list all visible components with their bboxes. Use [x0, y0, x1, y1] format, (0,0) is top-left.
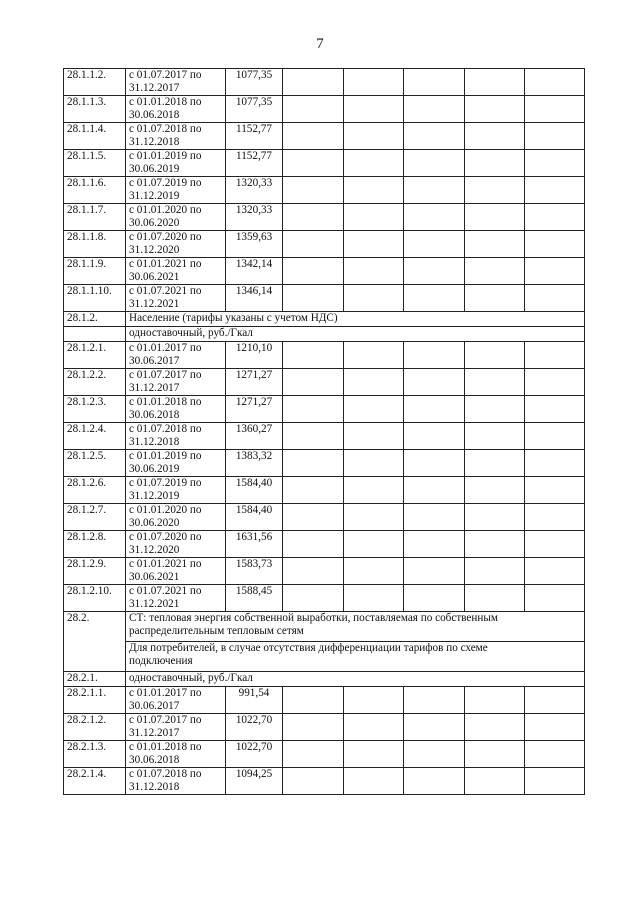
empty-cell: [465, 531, 525, 558]
row-period: с 01.07.2017 по 31.12.2017: [126, 69, 226, 96]
table-row: [64, 369, 585, 396]
table-row: [64, 69, 585, 96]
table-row: [64, 327, 585, 342]
row-value: 1342,14: [226, 258, 283, 285]
empty-cell: [344, 768, 404, 795]
row-value: 1022,70: [226, 741, 283, 768]
row-code: 28.1.1.7.: [64, 204, 126, 231]
table-row: [64, 714, 585, 741]
row-value: 1320,33: [226, 204, 283, 231]
row-code: 28.1.2.2.: [64, 369, 126, 396]
table-row: [64, 531, 585, 558]
empty-cell: [465, 150, 525, 177]
row-value: 991,54: [226, 687, 283, 714]
row-code: 28.1.2.10.: [64, 585, 126, 612]
empty-cell: [465, 231, 525, 258]
empty-cell: [404, 96, 465, 123]
row-code: 28.2.1.3.: [64, 741, 126, 768]
row-period: с 01.07.2017 по 31.12.2017: [126, 714, 226, 741]
empty-cell: [525, 504, 585, 531]
table-row: [64, 477, 585, 504]
section-heading: одноставочный, руб./Гкал: [126, 327, 585, 342]
empty-cell: [283, 342, 344, 369]
table-row: [64, 612, 585, 642]
empty-cell: [344, 741, 404, 768]
row-period: с 01.01.2020 по 30.06.2020: [126, 504, 226, 531]
row-period: с 01.07.2018 по 31.12.2018: [126, 123, 226, 150]
empty-cell: [404, 558, 465, 585]
empty-cell: [344, 585, 404, 612]
row-code: 28.1.1.10.: [64, 285, 126, 312]
row-period: с 01.01.2018 по 30.06.2018: [126, 741, 226, 768]
row-code: 28.1.2.3.: [64, 396, 126, 423]
empty-cell: [344, 204, 404, 231]
section-heading: одноставочный, руб./Гкал: [126, 672, 585, 687]
empty-cell: [404, 123, 465, 150]
row-period: с 01.01.2017 по 30.06.2017: [126, 342, 226, 369]
empty-cell: [404, 150, 465, 177]
table-row: [64, 312, 585, 327]
empty-cell: [404, 714, 465, 741]
table-row: [64, 258, 585, 285]
empty-cell: [344, 69, 404, 96]
table-row: [64, 396, 585, 423]
empty-cell: [404, 477, 465, 504]
empty-cell: [525, 585, 585, 612]
empty-cell: [344, 714, 404, 741]
row-code: [64, 327, 126, 342]
empty-cell: [465, 558, 525, 585]
row-code: 28.1.2.5.: [64, 450, 126, 477]
row-code: 28.1.1.5.: [64, 150, 126, 177]
empty-cell: [465, 450, 525, 477]
row-value: 1077,35: [226, 96, 283, 123]
empty-cell: [465, 258, 525, 285]
table-row: [64, 231, 585, 258]
table-row: [64, 96, 585, 123]
empty-cell: [283, 69, 344, 96]
empty-cell: [283, 477, 344, 504]
empty-cell: [465, 96, 525, 123]
empty-cell: [525, 123, 585, 150]
empty-cell: [465, 396, 525, 423]
empty-cell: [344, 396, 404, 423]
empty-cell: [525, 204, 585, 231]
row-value: 1346,14: [226, 285, 283, 312]
empty-cell: [404, 177, 465, 204]
empty-cell: [525, 423, 585, 450]
row-code: 28.1.1.6.: [64, 177, 126, 204]
empty-cell: [465, 69, 525, 96]
empty-cell: [404, 69, 465, 96]
row-code: 28.1.2.: [64, 312, 126, 327]
row-period: с 01.01.2021 по 30.06.2021: [126, 558, 226, 585]
empty-cell: [404, 504, 465, 531]
row-period: с 01.07.2021 по 31.12.2021: [126, 285, 226, 312]
empty-cell: [525, 687, 585, 714]
empty-cell: [465, 369, 525, 396]
empty-cell: [283, 558, 344, 585]
empty-cell: [404, 423, 465, 450]
table-row: [64, 504, 585, 531]
row-code: 28.1.2.6.: [64, 477, 126, 504]
empty-cell: [525, 96, 585, 123]
row-period: с 01.01.2018 по 30.06.2018: [126, 396, 226, 423]
empty-cell: [283, 150, 344, 177]
empty-cell: [525, 477, 585, 504]
empty-cell: [404, 768, 465, 795]
table-row: [64, 177, 585, 204]
row-value: 1152,77: [226, 123, 283, 150]
row-value: 1584,40: [226, 477, 283, 504]
empty-cell: [525, 177, 585, 204]
empty-cell: [404, 741, 465, 768]
empty-cell: [525, 531, 585, 558]
row-code: 28.1.2.1.: [64, 342, 126, 369]
row-value: 1583,73: [226, 558, 283, 585]
row-code: 28.1.2.4.: [64, 423, 126, 450]
empty-cell: [465, 504, 525, 531]
empty-cell: [465, 585, 525, 612]
empty-cell: [283, 396, 344, 423]
table-row: [64, 558, 585, 585]
empty-cell: [404, 285, 465, 312]
empty-cell: [344, 369, 404, 396]
empty-cell: [283, 258, 344, 285]
empty-cell: [283, 714, 344, 741]
table-row: [64, 672, 585, 687]
empty-cell: [283, 285, 344, 312]
empty-cell: [283, 96, 344, 123]
row-value: 1584,40: [226, 504, 283, 531]
page-number: 7: [316, 36, 324, 52]
row-code: 28.1.2.9.: [64, 558, 126, 585]
row-code: 28.1.2.8.: [64, 531, 126, 558]
empty-cell: [283, 123, 344, 150]
empty-cell: [525, 369, 585, 396]
empty-cell: [404, 585, 465, 612]
empty-cell: [465, 477, 525, 504]
empty-cell: [283, 741, 344, 768]
table-row: [64, 450, 585, 477]
empty-cell: [465, 177, 525, 204]
row-value: 1383,32: [226, 450, 283, 477]
empty-cell: [283, 423, 344, 450]
empty-cell: [525, 450, 585, 477]
tariff-table-body: [64, 69, 585, 795]
empty-cell: [404, 531, 465, 558]
empty-cell: [283, 504, 344, 531]
row-period: с 01.01.2019 по 30.06.2019: [126, 150, 226, 177]
empty-cell: [344, 96, 404, 123]
empty-cell: [283, 369, 344, 396]
table-row: [64, 285, 585, 312]
row-value: 1022,70: [226, 714, 283, 741]
row-value: 1077,35: [226, 69, 283, 96]
row-value: 1271,27: [226, 396, 283, 423]
empty-cell: [525, 714, 585, 741]
empty-cell: [465, 285, 525, 312]
row-value: 1210,10: [226, 342, 283, 369]
empty-cell: [404, 687, 465, 714]
table-row: [64, 741, 585, 768]
empty-cell: [283, 687, 344, 714]
row-period: с 01.07.2021 по 31.12.2021: [126, 585, 226, 612]
empty-cell: [525, 342, 585, 369]
empty-cell: [404, 231, 465, 258]
row-period: с 01.01.2019 по 30.06.2019: [126, 450, 226, 477]
row-value: 1360,27: [226, 423, 283, 450]
row-code: 28.2.1.4.: [64, 768, 126, 795]
section-heading: СТ: тепловая энергия собственной выработки, поставляемая по собственным распределительным тепловым сетям: [126, 612, 585, 642]
table-row: [64, 642, 585, 672]
row-code: 28.1.1.2.: [64, 69, 126, 96]
empty-cell: [283, 177, 344, 204]
empty-cell: [283, 531, 344, 558]
empty-cell: [465, 123, 525, 150]
empty-cell: [525, 768, 585, 795]
row-value: 1359,63: [226, 231, 283, 258]
empty-cell: [404, 342, 465, 369]
table-row: [64, 204, 585, 231]
row-code: 28.2.: [64, 612, 126, 672]
row-period: с 01.07.2017 по 31.12.2017: [126, 369, 226, 396]
row-code: 28.2.1.: [64, 672, 126, 687]
empty-cell: [525, 150, 585, 177]
empty-cell: [344, 558, 404, 585]
section-heading: Население (тарифы указаны с учетом НДС): [126, 312, 585, 327]
row-period: с 01.01.2017 по 30.06.2017: [126, 687, 226, 714]
table-row: [64, 768, 585, 795]
row-code: 28.1.2.7.: [64, 504, 126, 531]
row-period: с 01.07.2020 по 31.12.2020: [126, 531, 226, 558]
row-period: с 01.07.2018 по 31.12.2018: [126, 423, 226, 450]
empty-cell: [404, 258, 465, 285]
empty-cell: [404, 396, 465, 423]
row-code: 28.1.1.3.: [64, 96, 126, 123]
row-period: с 01.01.2021 по 30.06.2021: [126, 258, 226, 285]
empty-cell: [344, 450, 404, 477]
table-row: [64, 342, 585, 369]
empty-cell: [525, 741, 585, 768]
row-code: 28.2.1.1.: [64, 687, 126, 714]
empty-cell: [344, 258, 404, 285]
section-heading: Для потребителей, в случае отсутствия дифференциации тарифов по схеме подключения: [126, 642, 585, 672]
empty-cell: [525, 69, 585, 96]
row-code: 28.1.1.8.: [64, 231, 126, 258]
row-code: 28.1.1.4.: [64, 123, 126, 150]
row-period: с 01.07.2018 по 31.12.2018: [126, 768, 226, 795]
empty-cell: [283, 231, 344, 258]
empty-cell: [283, 450, 344, 477]
empty-cell: [404, 204, 465, 231]
empty-cell: [465, 204, 525, 231]
empty-cell: [404, 450, 465, 477]
empty-cell: [525, 258, 585, 285]
empty-cell: [344, 285, 404, 312]
empty-cell: [344, 177, 404, 204]
row-period: с 01.07.2020 по 31.12.2020: [126, 231, 226, 258]
row-value: 1152,77: [226, 150, 283, 177]
row-value: 1588,45: [226, 585, 283, 612]
row-period: с 01.07.2019 по 31.12.2019: [126, 477, 226, 504]
empty-cell: [525, 231, 585, 258]
empty-cell: [344, 150, 404, 177]
empty-cell: [283, 585, 344, 612]
empty-cell: [465, 741, 525, 768]
empty-cell: [465, 714, 525, 741]
empty-cell: [344, 123, 404, 150]
row-value: 1094,25: [226, 768, 283, 795]
empty-cell: [525, 396, 585, 423]
tariff-table: [63, 68, 585, 795]
empty-cell: [344, 477, 404, 504]
empty-cell: [344, 342, 404, 369]
empty-cell: [344, 423, 404, 450]
row-code: 28.2.1.2.: [64, 714, 126, 741]
row-period: с 01.01.2018 по 30.06.2018: [126, 96, 226, 123]
row-period: с 01.07.2019 по 31.12.2019: [126, 177, 226, 204]
empty-cell: [344, 231, 404, 258]
empty-cell: [525, 285, 585, 312]
empty-cell: [465, 423, 525, 450]
table-row: [64, 123, 585, 150]
empty-cell: [344, 504, 404, 531]
table-row: [64, 585, 585, 612]
row-value: 1271,27: [226, 369, 283, 396]
row-code: 28.1.1.9.: [64, 258, 126, 285]
table-row: [64, 687, 585, 714]
empty-cell: [283, 204, 344, 231]
table-row: [64, 150, 585, 177]
row-value: 1631,56: [226, 531, 283, 558]
table-row: [64, 423, 585, 450]
empty-cell: [283, 768, 344, 795]
empty-cell: [525, 558, 585, 585]
empty-cell: [344, 687, 404, 714]
empty-cell: [404, 369, 465, 396]
empty-cell: [465, 768, 525, 795]
empty-cell: [344, 531, 404, 558]
row-value: 1320,33: [226, 177, 283, 204]
empty-cell: [465, 342, 525, 369]
row-period: с 01.01.2020 по 30.06.2020: [126, 204, 226, 231]
empty-cell: [465, 687, 525, 714]
